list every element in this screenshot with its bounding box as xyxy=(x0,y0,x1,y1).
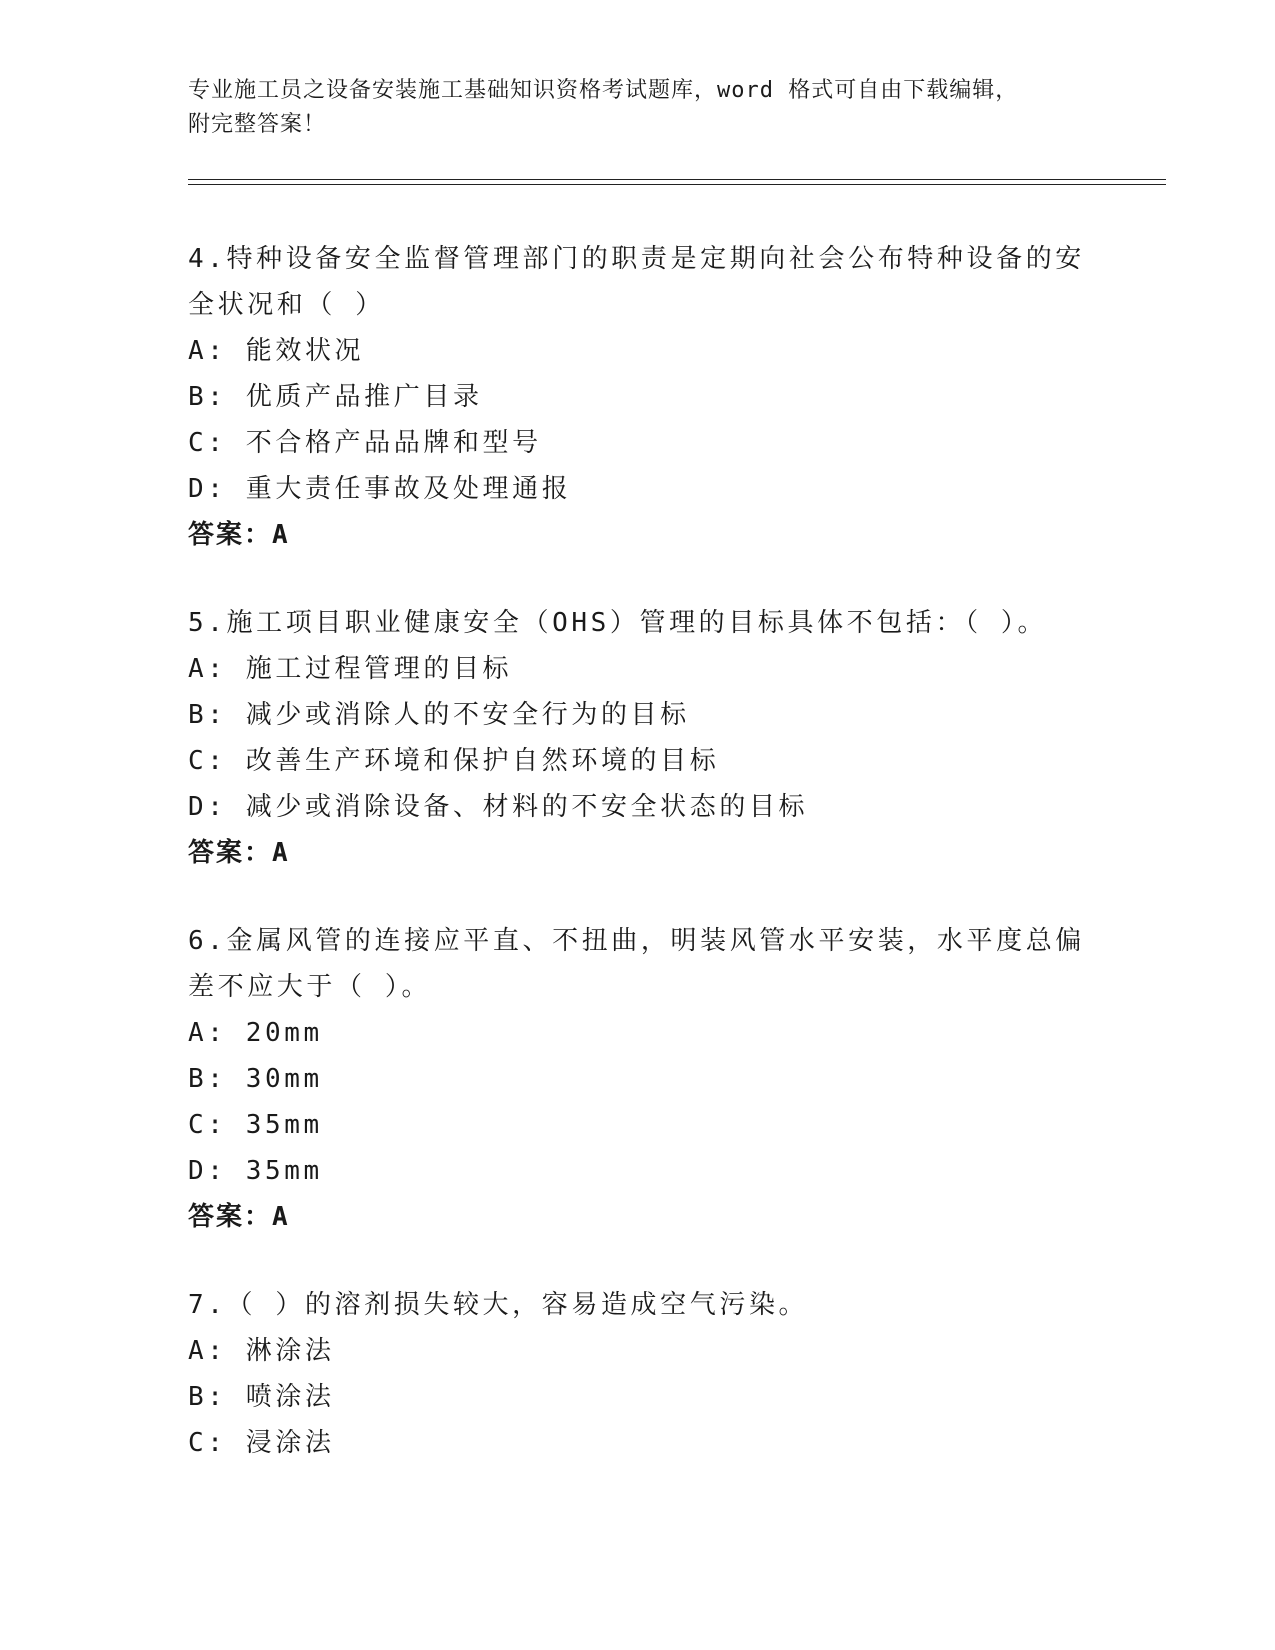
question-stem: 4.特种设备安全监督管理部门的职责是定期向社会公布特种设备的安全状况和（ ） xyxy=(188,244,1085,320)
option-a: A: 淋涂法 xyxy=(188,1336,335,1366)
header-line-1: 专业施工员之设备安装施工基础知识资格考试题库，word 格式可自由下载编辑， xyxy=(188,78,1019,103)
option-a: A: 能效状况 xyxy=(188,336,365,366)
option-b: B: 减少或消除人的不安全行为的目标 xyxy=(188,700,690,730)
question-stem: 5.施工项目职业健康安全（OHS）管理的目标具体不包括：（ ）。 xyxy=(188,608,1048,638)
option-d: D: 减少或消除设备、材料的不安全状态的目标 xyxy=(188,792,809,822)
header-line-2: 附完整答案！ xyxy=(188,112,327,137)
question-5 xyxy=(188,600,1088,876)
option-c: C: 不合格产品品牌和型号 xyxy=(188,428,542,458)
option-c: C: 浸涂法 xyxy=(188,1428,335,1458)
question-stem: 6.金属风管的连接应平直、不扭曲，明装风管水平安装，水平度总偏差不应大于（ ）。 xyxy=(188,926,1085,1002)
option-a: A: 施工过程管理的目标 xyxy=(188,654,513,684)
option-c: C: 改善生产环境和保护自然环境的目标 xyxy=(188,746,720,776)
option-c: C: 35mm xyxy=(188,1110,323,1140)
option-b: B: 优质产品推广目录 xyxy=(188,382,483,412)
question-6 xyxy=(188,918,1088,1240)
answer: 答案：A xyxy=(188,520,290,550)
question-7 xyxy=(188,1282,1088,1466)
header-divider-bottom xyxy=(188,184,1166,185)
header-divider-top xyxy=(188,179,1166,180)
answer: 答案：A xyxy=(188,1202,290,1232)
document-header xyxy=(188,74,1168,142)
question-stem: 7.（ ）的溶剂损失较大，容易造成空气污染。 xyxy=(188,1290,809,1320)
option-d: D: 重大责任事故及处理通报 xyxy=(188,474,572,504)
option-b: B: 喷涂法 xyxy=(188,1382,335,1412)
question-list xyxy=(188,236,1088,1508)
answer: 答案：A xyxy=(188,838,290,868)
option-a: A: 20mm xyxy=(188,1018,323,1048)
option-d: D: 35mm xyxy=(188,1156,323,1186)
option-b: B: 30mm xyxy=(188,1064,323,1094)
question-4 xyxy=(188,236,1088,558)
